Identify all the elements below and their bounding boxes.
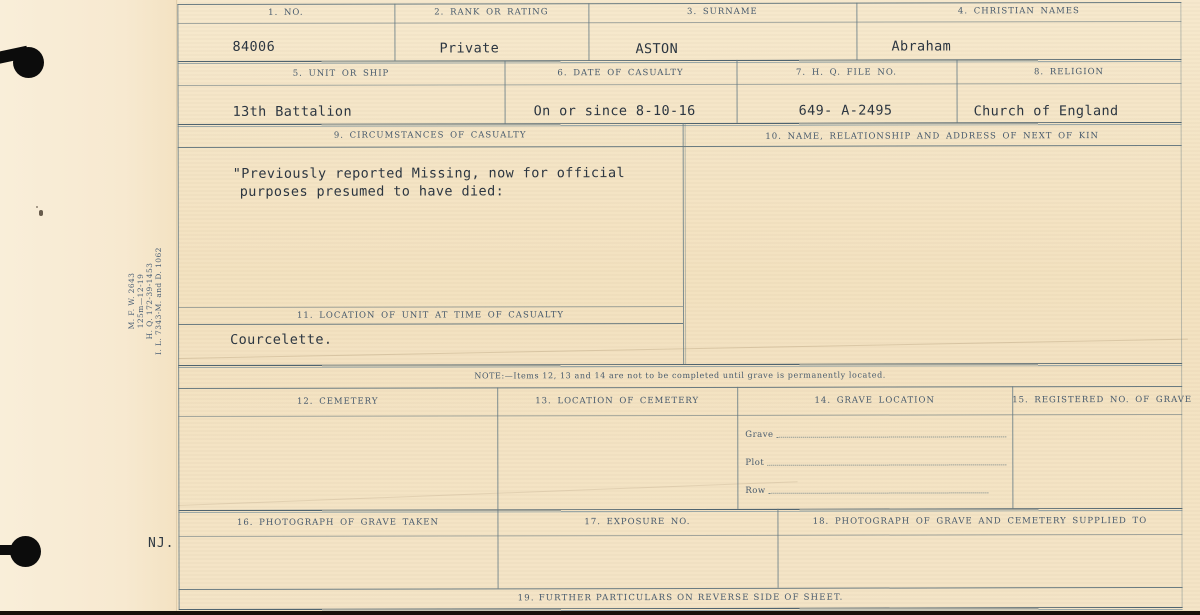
rule (178, 508, 1182, 513)
row-row-label: Row (745, 485, 766, 496)
grave-row (745, 429, 1008, 440)
field-label-date: 6. DATE OF CASUALTY (557, 67, 684, 79)
rule (178, 122, 1182, 127)
field-label-circumstances: 9. CIRCUMSTANCES OF CASUALTY (333, 130, 527, 141)
rule (178, 306, 683, 308)
row-row (745, 485, 990, 496)
field-label-rank: 2. RANK OR RATING (434, 7, 549, 18)
rule (178, 386, 1182, 389)
rule (177, 59, 1181, 64)
rule (178, 145, 1182, 148)
dotted-leader (777, 435, 1007, 437)
dotted-leader (769, 491, 989, 493)
field-value-circumstances-line2: purposes presumed to have died: (239, 183, 505, 200)
plot-row (745, 457, 1008, 468)
field-value-christian: Abraham (891, 38, 952, 55)
grave-row-label: Grave (745, 429, 774, 440)
field-label-next-of-kin: 10. NAME, RELATIONSHIP AND ADDRESS OF NEXT OF KIN (765, 131, 1099, 142)
field-label-cemetery-location: 13. LOCATION OF CEMETERY (535, 395, 700, 407)
imprint-line: I. L. 7343-M. and D. 1062 (154, 247, 163, 355)
field-label-unit-location: 11. LOCATION OF UNIT AT TIME OF CASUALTY (296, 310, 565, 321)
scan-bottom-edge (0, 611, 1200, 615)
field-label-registered-no: 15. REGISTERED NO. OF GRAVE (1012, 394, 1193, 406)
ink-speck-small (36, 206, 38, 208)
field-value-hq-file: 649- A-2495 (798, 102, 893, 119)
rule (178, 414, 1182, 417)
ink-speck (39, 210, 43, 216)
field-value-surname: ASTON (635, 41, 679, 58)
field-value-date: On or since 8-10-16 (533, 102, 696, 120)
field-label-further-particulars: 19. FURTHER PARTICULARS ON REVERSE SIDE OF SHEET. (517, 592, 844, 604)
field-label-surname: 3. SURNAME (687, 6, 758, 17)
rule (683, 123, 685, 364)
field-label-grave-location: 14. GRAVE LOCATION (814, 395, 935, 406)
field-label-christian: 4. CHRISTIAN NAMES (957, 6, 1080, 17)
casualty-form-card (177, 0, 1193, 613)
field-value-rank: Private (439, 40, 500, 57)
field-label-photo-taken: 16. PHOTOGRAPH OF GRAVE TAKEN (236, 517, 439, 528)
rule (177, 21, 1181, 24)
rule (178, 363, 1182, 368)
imprint-line: H. Q. 172-39-1453 (145, 262, 154, 340)
field-label-hq-file: 7. H. Q. FILE NO. (796, 67, 898, 78)
field-value-circumstances-line1: "Previously reported Missing, now for official (232, 165, 626, 182)
field-label-cemetery: 12. CEMETERY (296, 396, 379, 407)
field-label-exposure-no: 17. EXPOSURE NO. (584, 516, 691, 528)
imprint-line: M. F. W. 2643 (127, 272, 136, 330)
dotted-leader (767, 463, 1006, 466)
printer-imprint (127, 235, 165, 367)
field-label-religion: 8. RELIGION (1034, 67, 1105, 78)
plot-row-label: Plot (745, 457, 765, 468)
punch-hole-bottom (10, 536, 41, 567)
clerk-annotation: NJ. (148, 536, 175, 551)
field-value-religion: Church of England (973, 103, 1119, 120)
field-label-photo-supplied: 18. PHOTOGRAPH OF GRAVE AND CEMETERY SUPPLIED TO (812, 516, 1148, 527)
field-label-unit: 5. UNIT OR SHIP (292, 68, 390, 79)
field-value-no: 84006 (232, 38, 276, 55)
form-note: NOTE:—Items 12, 13 and 14 are not to be completed until grave is permanently located. (474, 370, 886, 381)
rule (178, 323, 683, 325)
field-value-unit: 13th Battalion (232, 103, 352, 120)
rule (177, 2, 1181, 5)
rule (178, 534, 1182, 537)
punch-hole-top (13, 47, 44, 78)
imprint-line: 125m—12-19 (136, 273, 145, 329)
rule (178, 83, 1182, 86)
field-label-no: 1. NO. (268, 7, 304, 18)
rule (179, 587, 1183, 590)
field-value-unit-location: Courcelette. (230, 331, 333, 348)
